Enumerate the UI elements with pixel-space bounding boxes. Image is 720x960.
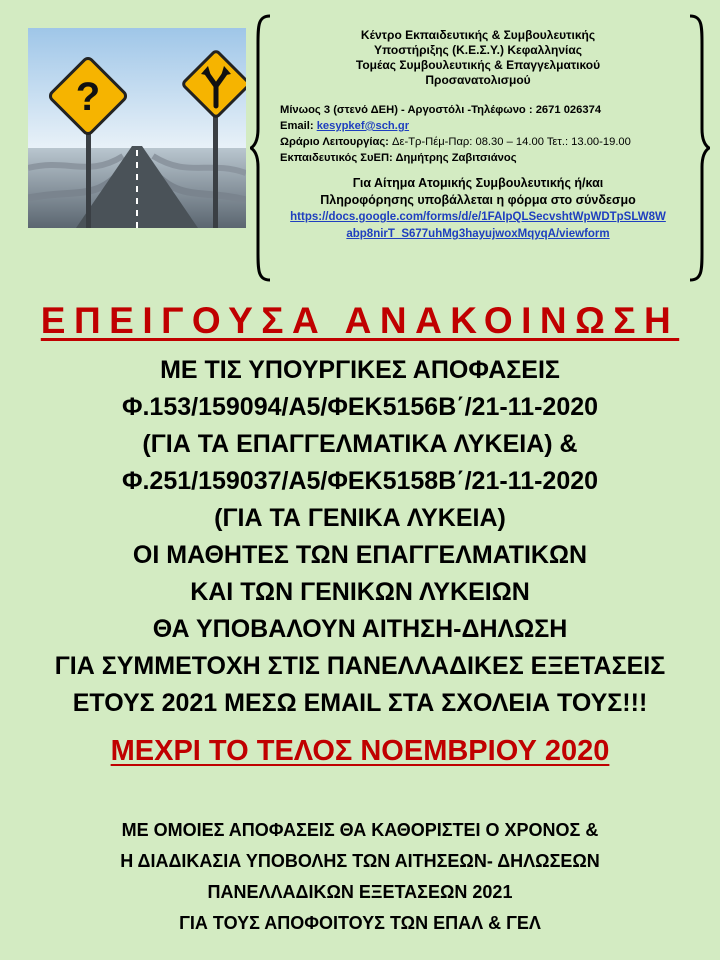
org-line-2: Υποστήριξης (Κ.Ε.Σ.Υ.) Κεφαλληνίας <box>374 43 582 57</box>
main-line: Φ.251/159037/Α5/ΦΕΚ5158Β΄/21-11-2020 <box>121 467 599 495</box>
main-line: ΚΑΙ ΤΩΝ ΓΕΝΙΚΩΝ ΛΥΚΕΙΩΝ <box>190 578 530 606</box>
main-announcement <box>0 352 720 722</box>
org-line-4: Προσανατολισμού <box>425 73 531 87</box>
main-line: ΜΕ ΤΙΣ ΥΠΟΥΡΓΙΚΕΣ ΑΠΟΦΑΣΕΙΣ <box>160 356 560 384</box>
deadline-notice <box>0 735 720 768</box>
main-line: Φ.153/159094/Α5/ΦΕΚ5156Β΄/21-11-2020 <box>121 393 599 421</box>
org-line-1: Κέντρο Εκπαιδευτικής & Συμβουλευτικής <box>360 28 596 42</box>
address-line: Μίνωος 3 (στενό ΔΕΗ) - Αργοστόλι -Τηλέφωνο : 2671 026374 <box>280 104 602 116</box>
hours-label: Ωράριο Λειτουργίας: <box>280 136 393 148</box>
main-line: (ΓΙΑ ΤΑ ΓΕΝΙΚΑ ΛΥΚΕΙΑ) <box>214 504 506 532</box>
hours-value: Δε-Τρ-Πέμ-Παρ: 08.30 – 14.00 Τετ.: 13.00-19.00 <box>392 136 631 148</box>
main-line: (ΓΙΑ ΤΑ ΕΠΑΓΓΕΛΜΑΤΙΚΑ ΛΥΚΕΙΑ) & <box>142 430 578 458</box>
footer-line: ΜΕ ΟΜΟΙΕΣ ΑΠΟΦΑΣΕΙΣ ΘΑ ΚΑΘΟΡΙΣΤΕΙ Ο ΧΡΟΝΟΣ & <box>121 820 599 840</box>
svg-text:?: ? <box>75 75 101 119</box>
main-line: ΕΤΟΥΣ 2021 ΜΕΣΩ EMAIL ΣΤΑ ΣΧΟΛΕΙΑ ΤΟΥΣ!!! <box>72 689 648 717</box>
footer-line: ΓΙΑ ΤΟΥΣ ΑΠΟΦΟΙΤΟΥΣ ΤΩΝ ΕΠΑΛ & ΓΕΛ <box>179 913 541 933</box>
right-brace-decoration <box>688 14 710 282</box>
form-link-part-1[interactable]: https://docs.google.com/forms/d/e/1FAIpQLSecvshtWpWDTpSLW8W <box>290 211 666 223</box>
deadline-text: ΜΕΧΡΙ ΤΟ ΤΕΛΟΣ ΝΟΕΜΒΡΙΟΥ 2020 <box>110 735 610 767</box>
email-link[interactable]: kesypkef@sch.gr <box>316 120 410 132</box>
educator-name: Δημήτρης Ζαβιτσιάνος <box>395 152 517 164</box>
form-block <box>268 175 688 243</box>
hours-line <box>280 134 688 150</box>
main-line: ΘΑ ΥΠΟΒΑΛΟΥΝ ΑΙΤΗΣΗ-ΔΗΛΩΣΗ <box>152 615 568 643</box>
footer-line: Η ΔΙΑΔΙΚΑΣΙΑ ΥΠΟΒΟΛΗΣ ΤΩΝ ΑΙΤΗΣΕΩΝ- ΔΗΛΩΣΕΩΝ <box>120 851 600 871</box>
form-line-2: Πληροφόρησης υποβάλλεται η φόρμα στο σύνδεσμο <box>320 193 636 207</box>
road-signs-image <box>28 28 246 228</box>
header-info <box>268 28 688 243</box>
main-line: ΟΙ ΜΑΘΗΤΕΣ ΤΩΝ ΕΠΑΓΓΕΛΜΑΤΙΚΩΝ <box>132 541 588 569</box>
email-label: Email: <box>280 120 317 132</box>
educator-line <box>280 150 688 166</box>
main-line: ΓΙΑ ΣΥΜΜΕΤΟΧΗ ΣΤΙΣ ΠΑΝΕΛΛΑΔΙΚΕΣ ΕΞΕΤΑΣΕΙΣ <box>54 652 666 680</box>
form-link-part-2[interactable]: abp8nirT_S677uhMg3hayujwoxMqyqA/viewform <box>346 228 610 240</box>
footer-notice <box>0 815 720 939</box>
form-line-1: Για Αίτημα Ατομικής Συμβουλευτικής ή/και <box>352 176 604 190</box>
urgent-announcement-title <box>0 300 720 342</box>
org-line-3: Τομέας Συμβουλευτικής & Επαγγελματικού <box>355 58 601 72</box>
educator-label: Εκπαιδευτικός ΣυΕΠ: <box>280 152 396 164</box>
email-line <box>280 118 688 134</box>
headline-text: ΕΠΕΙΓΟΥΣΑ ΑΝΑΚΟΙΝΩΣΗ <box>40 300 680 341</box>
footer-line: ΠΑΝΕΛΛΑΔΙΚΩΝ ΕΞΕΤΑΣΕΩΝ 2021 <box>207 882 513 902</box>
